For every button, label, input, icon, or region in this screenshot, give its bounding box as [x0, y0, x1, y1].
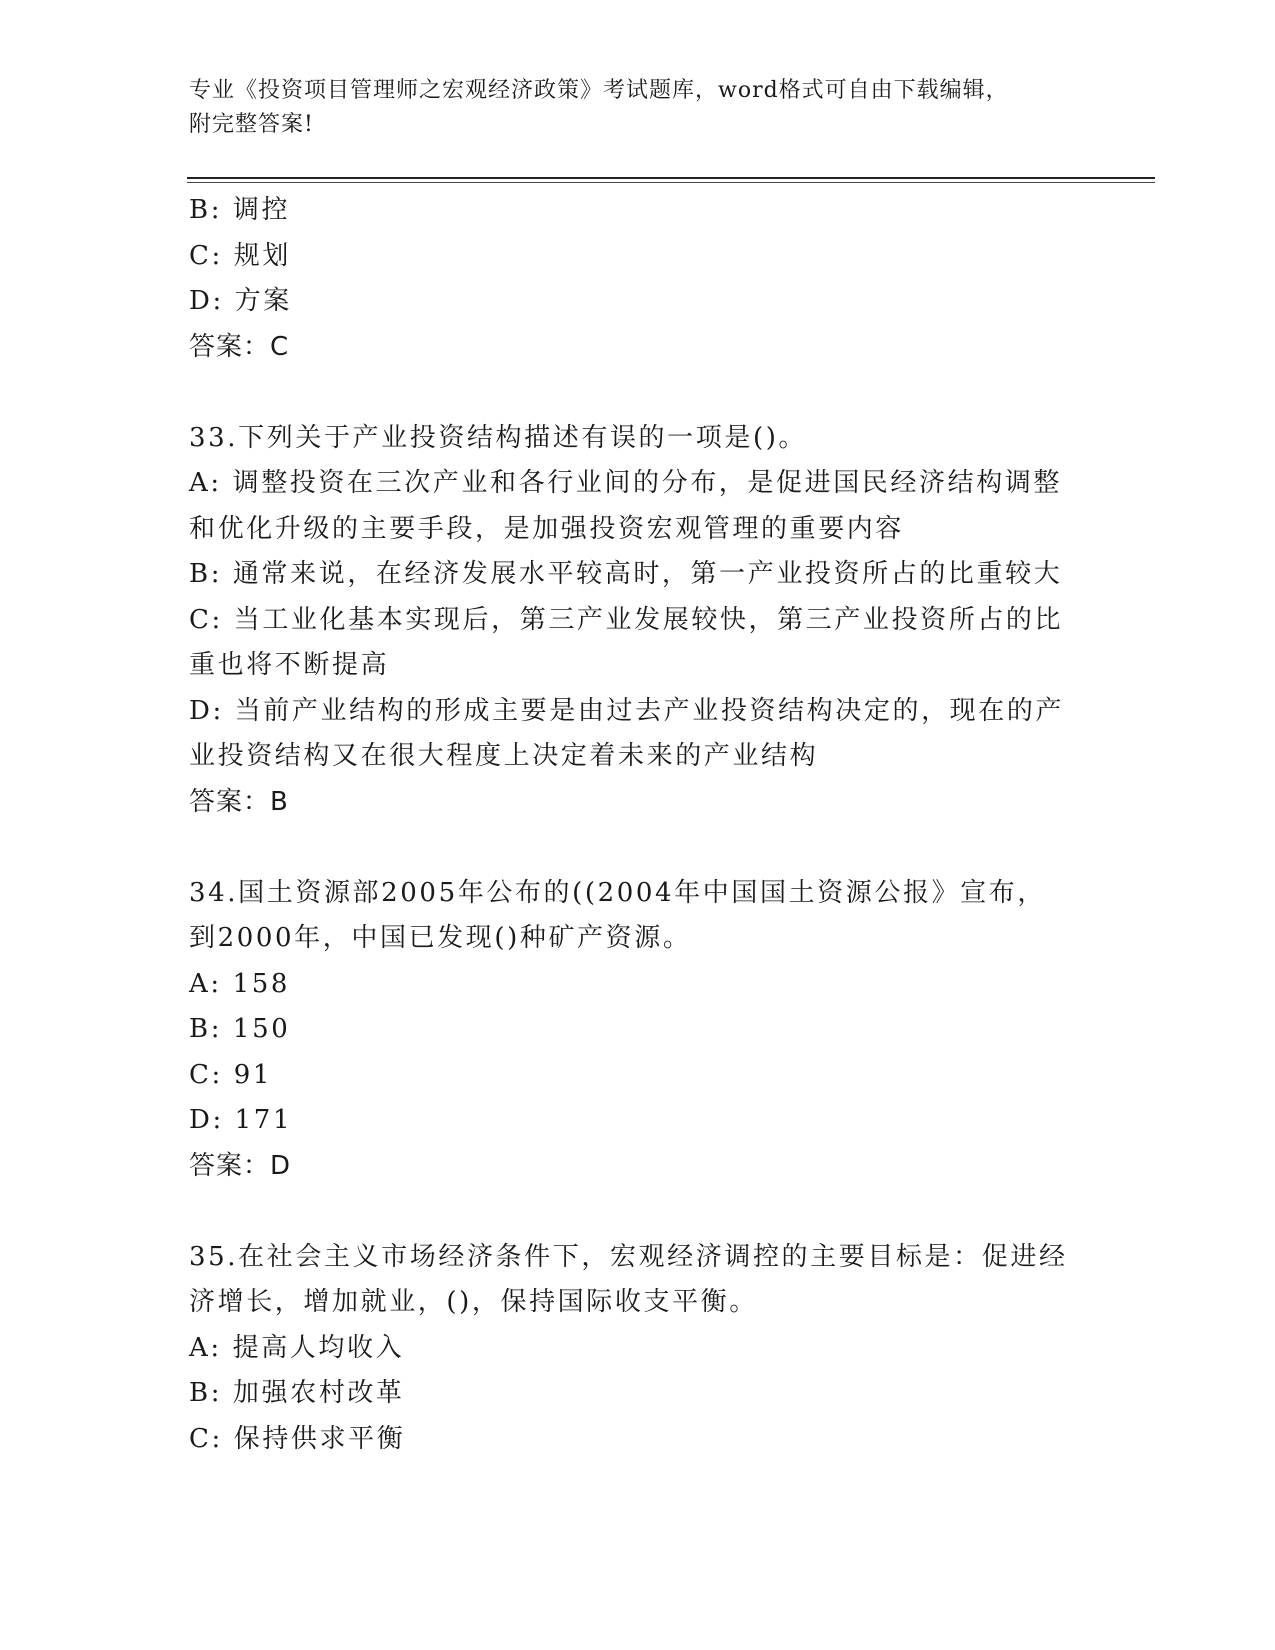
- option-b: B: 加强农村改革: [189, 1378, 405, 1408]
- question-35: [189, 1235, 1069, 1463]
- option-d: D: 方案: [189, 286, 292, 316]
- option-c: C: 保持供求平衡: [189, 1423, 406, 1454]
- answer-label: 答案：D: [189, 1150, 292, 1181]
- option-b: B: 150: [189, 1014, 291, 1044]
- option-c: C: 当工业化基本实现后，第三产业发展较快，第三产业投资所占的比重也将不断提高: [189, 604, 1064, 680]
- question-stem: 34.国土资源部2005年公布的((2004年中国国土资源公报》宣布，到2000年，中国已发现()种矿产资源。: [189, 877, 1046, 953]
- spacer: [189, 370, 1089, 416]
- spacer: [189, 1189, 1089, 1235]
- question-stem: 33.下列关于产业投资结构描述有误的一项是()。: [189, 422, 808, 453]
- option-c: C: 规划: [189, 240, 291, 271]
- question-34: [189, 871, 1069, 1190]
- page-header: [189, 74, 1069, 142]
- question-stem: 35.在社会主义市场经济条件下，宏观经济调控的主要目标是：促进经济增长，增加就业，()，保持国际收支平衡。: [189, 1241, 1068, 1317]
- option-b: B: 调控: [189, 195, 291, 225]
- option-a: A: 158: [189, 968, 291, 999]
- answer-label: 答案：B: [189, 786, 289, 817]
- spacer: [189, 825, 1089, 871]
- question-33: [189, 416, 1069, 826]
- header-line-2: 附完整答案!: [189, 112, 314, 137]
- option-c: C: 91: [189, 1059, 273, 1090]
- answer-label: 答案：C: [189, 331, 290, 362]
- option-b: B: 通常来说，在经济发展水平较高时，第一产业投资所占的比重较大: [189, 559, 1063, 589]
- header-divider-thin: [187, 182, 1155, 183]
- option-d: D: 当前产业结构的形成主要是由过去产业投资结构决定的，现在的产业投资结构又在很大程度上决定着未来的产业结构: [189, 695, 1065, 771]
- option-a: A: 提高人均收入: [189, 1332, 405, 1363]
- question-32-continued: [189, 188, 1069, 370]
- question-list: [189, 188, 1089, 1462]
- header-line-1: 专业《投资项目管理师之宏观经济政策》考试题库，word格式可自由下载编辑，: [189, 78, 1009, 103]
- option-a: A: 调整投资在三次产业和各行业间的分布，是促进国民经济结构调整和优化升级的主要手段，是加强投资宏观管理的重要内容: [189, 468, 1063, 544]
- header-divider-thick: [187, 177, 1155, 179]
- option-d: D: 171: [189, 1105, 293, 1135]
